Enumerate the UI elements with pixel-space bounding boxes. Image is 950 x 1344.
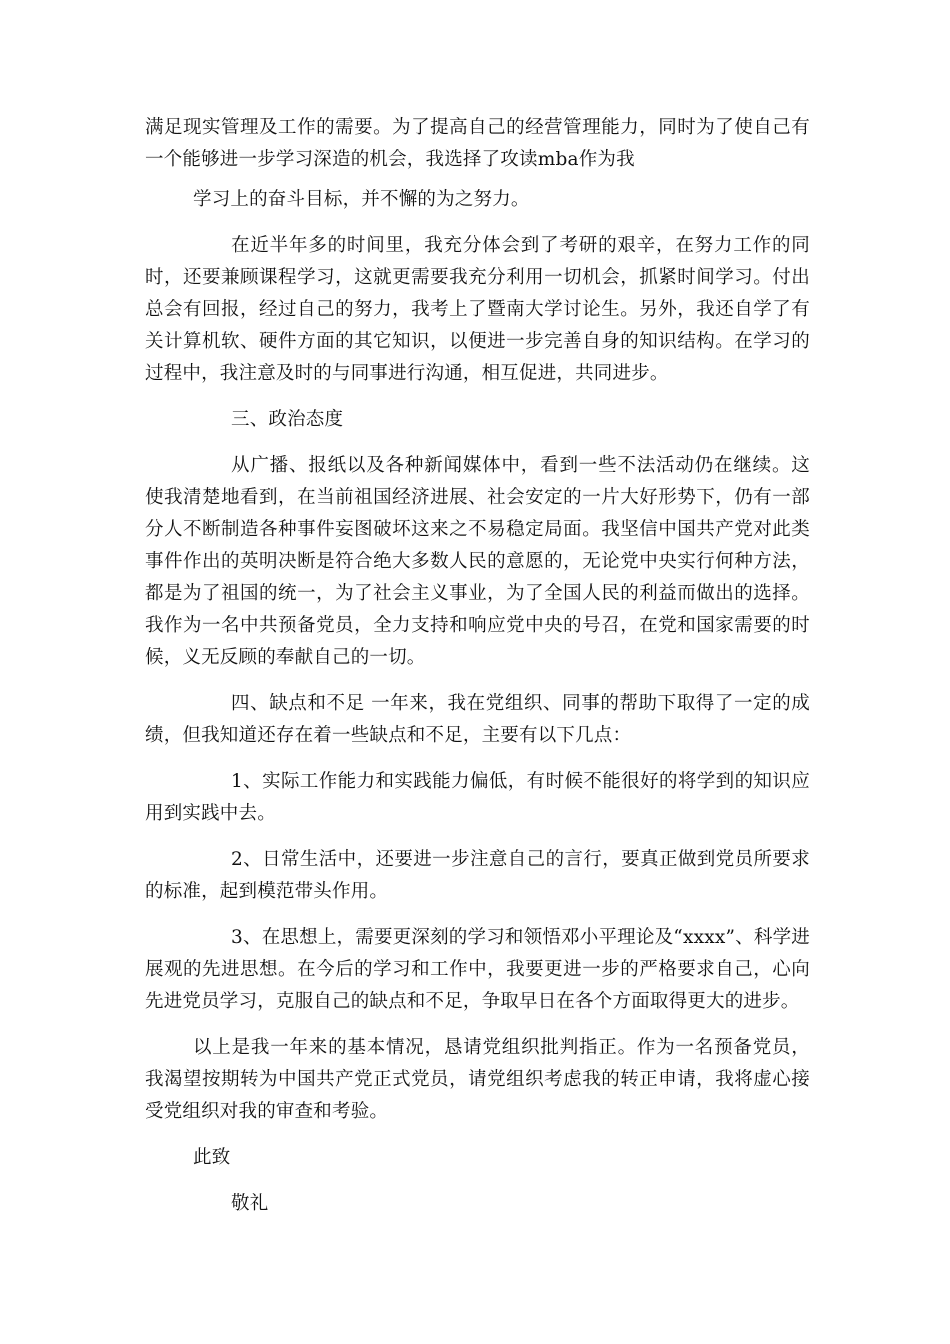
closing-text: 此致 xyxy=(193,1147,231,1168)
list-item-shortcoming-2: 2、日常生活中，还要进一步注意自己的言行，要真正做到党员所要求的标准，起到模范带头作用。 xyxy=(145,849,810,902)
section-heading-political-attitude: 三、政治态度 xyxy=(231,409,344,430)
document-body xyxy=(145,112,810,1220)
paragraph-conclusion: 以上是我一年来的基本情况，恳请党组织批判指正。作为一名预备党员，我渴望按期转为中国共产党正式党员，请党组织考虑我的转正申请，我将虚心接受党组织对我的审查和考验。 xyxy=(145,1037,810,1122)
paragraph-study-target: 学习上的奋斗目标，并不懈的为之努力。 xyxy=(193,189,530,210)
paragraph-exam-experience: 在近半年多的时间里，我充分体会到了考研的艰辛，在努力工作的同时，还要兼顾课程学习，这就更需要我充分利用一切机会，抓紧时间学习。付出总会有回报，经过自己的努力，我考上了暨南大学讨论生。另外，我还自学了有关计算机软、硬件方面的其它知识，以便进一步完善自身的知识结构。在学习的过程中，我注意及时的与同事进行沟通，相互促进，共同进步。 xyxy=(145,235,810,384)
list-item-shortcoming-1: 1、实际工作能力和实践能力偏低，有时候不能很好的将学到的知识应用到实践中去。 xyxy=(145,771,810,824)
paragraph-political-attitude: 从广播、报纸以及各种新闻媒体中，看到一些不法活动仍在继续。这使我清楚地看到，在当前祖国经济进展、社会安定的一片大好形势下，仍有一部分人不断制造各种事件妄图破坏这来之不易稳定局面。我坚信中国共产党对此类事件作出的英明决断是符合绝大多数人民的意愿的，无论党中央实行何种方法，都是为了祖国的统一，为了社会主义事业，为了全国人民的利益而做出的选择。我作为一名中共预备党员，全力支持和响应党中央的号召，在党和国家需要的时候，义无反顾的奉献自己的一切。 xyxy=(145,455,810,668)
list-item-shortcoming-3: 3、在思想上，需要更深刻的学习和领悟邓小平理论及“xxxx”、科学进展观的先进思想。在今后的学习和工作中，我要更进一步的严格要求自己，心向先进党员学习，克服自己的缺点和不足，争取早日在各个方面取得更大的进步。 xyxy=(145,927,810,1012)
salutation-text: 敬礼 xyxy=(231,1193,269,1214)
paragraph-shortcomings-intro: 四、缺点和不足 一年来，我在党组织、同事的帮助下取得了一定的成绩，但我知道还存在着一些缺点和不足，主要有以下几点： xyxy=(145,693,810,746)
paragraph-career-goal: 满足现实管理及工作的需要。为了提高自己的经营管理能力，同时为了使自己有一个能够进一步学习深造的机会，我选择了攻读mba作为我 xyxy=(145,117,810,170)
